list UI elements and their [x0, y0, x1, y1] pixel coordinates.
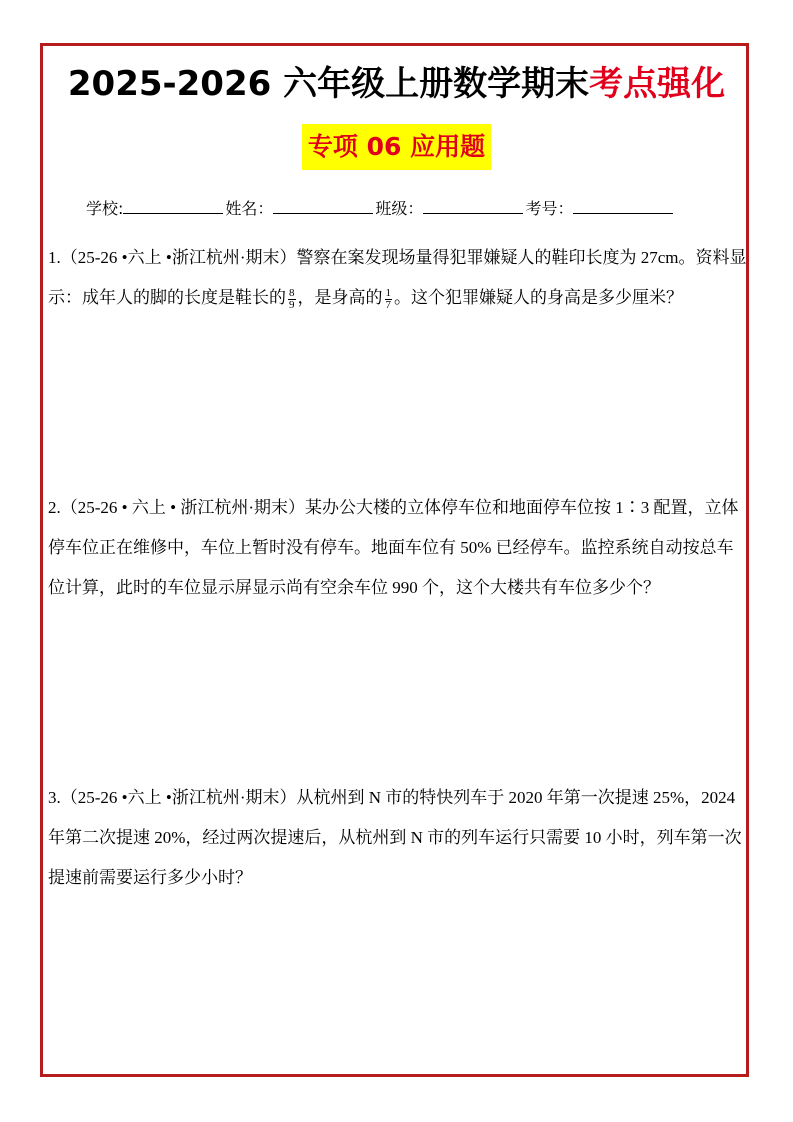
exam-no-blank[interactable]: [573, 199, 673, 214]
fraction-1-7: [385, 288, 393, 311]
name-blank[interactable]: [273, 199, 373, 214]
class-blank[interactable]: [423, 199, 523, 214]
fraction-numerator: 8: [289, 286, 295, 299]
question-1-text-c: 。这个犯罪嫌疑人的身高是多少厘米？: [394, 288, 683, 307]
fraction-denominator: 9: [289, 298, 295, 311]
question-1: [48, 238, 748, 318]
fraction-numerator: 1: [385, 286, 391, 299]
school-blank[interactable]: [123, 199, 223, 214]
name-label: 姓名：: [225, 199, 274, 218]
title-main: 2025-2026 六年级上册数学期末: [67, 64, 590, 104]
subtitle: 专项 06 应用题: [302, 124, 491, 170]
question-3: 3.（25-26 •六上 •浙江杭州·期末）从杭州到 N 市的特快列车于 2020 年第一次提速 25%，2024 年第二次提速 20%，经过两次提速后，从杭州到 N 市的列车运行只需要 10 小时，列车第一次提速前需要运行多少小时？: [48, 788, 742, 887]
question-1-text-a: 1.（25-26 •六上 •浙江杭州·期末）警察在案发现场量得犯罪嫌疑人的鞋印长度为 27cm。资料显示：成年人的脚的长度是鞋长的: [48, 248, 747, 307]
page-title: [0, 56, 793, 105]
question-2: 2.（25-26 • 六上 • 浙江杭州·期末）某办公大楼的立体停车位和地面停车位按 1∶3 配置，立体停车位正在维修中，车位上暂时没有停车。地面车位有 50% 已经停车。监控系统自动按总车位计算，此时的车位显示屏显示尚有空余车位 990 个，这个大楼共有车位多少个？: [48, 498, 739, 597]
fraction-denominator: 7: [385, 298, 391, 311]
fraction-8-9: [288, 288, 296, 311]
question-1-text-b: ，是身高的: [297, 288, 383, 307]
school-label: 学校:: [86, 199, 124, 218]
class-label: 班级：: [375, 199, 424, 218]
student-info-line: [86, 196, 726, 219]
exam-no-label: 考号：: [525, 199, 574, 218]
subtitle-container: [0, 124, 793, 170]
title-highlight: 考点强化: [589, 64, 726, 104]
